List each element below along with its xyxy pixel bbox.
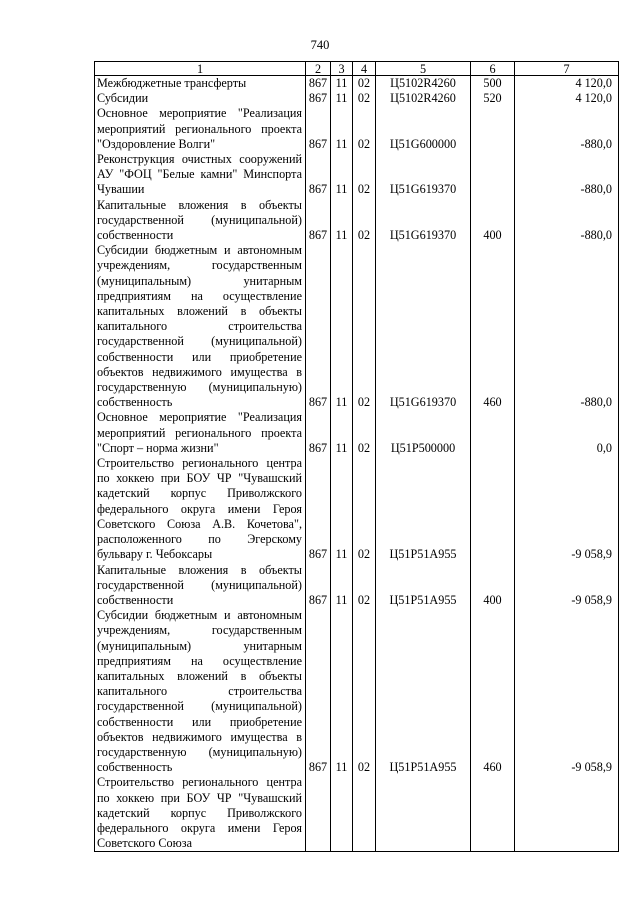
row-admin-code: 867 bbox=[306, 91, 331, 106]
row-description: Основное мероприятие "Реализация мероприятий регионального проекта "Спорт – норма жизни" bbox=[95, 410, 306, 456]
row-target-code: Ц51G619370 bbox=[376, 152, 471, 198]
column-header: 6 bbox=[471, 62, 515, 76]
row-amount: -880,0 bbox=[515, 243, 619, 410]
row-subsection-code: 02 bbox=[353, 76, 376, 92]
row-subsection-code: 02 bbox=[353, 456, 376, 562]
row-description: Межбюджетные трансферты bbox=[95, 76, 306, 92]
row-admin-code: 867 bbox=[306, 456, 331, 562]
row-admin-code bbox=[306, 775, 331, 852]
row-amount: 4 120,0 bbox=[515, 76, 619, 92]
row-target-code: Ц51P51A955 bbox=[376, 456, 471, 562]
column-header: 4 bbox=[353, 62, 376, 76]
row-target-code: Ц5102R4260 bbox=[376, 76, 471, 92]
row-target-code: Ц51P51A955 bbox=[376, 608, 471, 775]
table-row bbox=[95, 152, 619, 198]
table-row bbox=[95, 243, 619, 410]
row-expense-type: 460 bbox=[471, 243, 515, 410]
table-row bbox=[95, 563, 619, 609]
row-expense-type bbox=[471, 152, 515, 198]
row-subsection-code: 02 bbox=[353, 243, 376, 410]
table-row bbox=[95, 410, 619, 456]
row-subsection-code: 02 bbox=[353, 91, 376, 106]
table-row bbox=[95, 775, 619, 852]
row-admin-code: 867 bbox=[306, 243, 331, 410]
row-section-code: 11 bbox=[331, 608, 353, 775]
row-subsection-code: 02 bbox=[353, 410, 376, 456]
row-section-code: 11 bbox=[331, 410, 353, 456]
row-subsection-code: 02 bbox=[353, 152, 376, 198]
row-section-code: 11 bbox=[331, 563, 353, 609]
row-description: Капитальные вложения в объекты государственной (муниципальной) собственности bbox=[95, 563, 306, 609]
row-description: Капитальные вложения в объекты государственной (муниципальной) собственности bbox=[95, 198, 306, 244]
row-expense-type: 400 bbox=[471, 198, 515, 244]
row-subsection-code: 02 bbox=[353, 106, 376, 152]
row-target-code bbox=[376, 775, 471, 852]
row-admin-code: 867 bbox=[306, 152, 331, 198]
row-amount: -880,0 bbox=[515, 106, 619, 152]
row-expense-type: 460 bbox=[471, 608, 515, 775]
row-admin-code: 867 bbox=[306, 198, 331, 244]
column-header: 5 bbox=[376, 62, 471, 76]
row-expense-type: 400 bbox=[471, 563, 515, 609]
row-amount: 4 120,0 bbox=[515, 91, 619, 106]
row-section-code: 11 bbox=[331, 198, 353, 244]
row-expense-type bbox=[471, 106, 515, 152]
row-description: Основное мероприятие "Реализация мероприятий регионального проекта "Оздоровление Волги" bbox=[95, 106, 306, 152]
row-target-code: Ц51P51A955 bbox=[376, 563, 471, 609]
row-section-code: 11 bbox=[331, 243, 353, 410]
row-admin-code: 867 bbox=[306, 410, 331, 456]
row-admin-code: 867 bbox=[306, 608, 331, 775]
row-amount bbox=[515, 775, 619, 852]
row-description: Строительство регионального центра по хоккею при БОУ ЧР "Чувашский кадетский корпус Приволжского федерального округа имени Героя Советского Союза bbox=[95, 775, 306, 852]
row-description: Реконструкция очистных сооружений АУ "ФОЦ "Белые камни" Минспорта Чувашии bbox=[95, 152, 306, 198]
row-amount: -880,0 bbox=[515, 152, 619, 198]
page-number: 740 bbox=[310, 38, 330, 52]
row-subsection-code: 02 bbox=[353, 198, 376, 244]
row-admin-code: 867 bbox=[306, 76, 331, 92]
row-section-code: 11 bbox=[331, 106, 353, 152]
row-expense-type bbox=[471, 456, 515, 562]
row-subsection-code: 02 bbox=[353, 608, 376, 775]
table-row bbox=[95, 198, 619, 244]
table-row bbox=[95, 76, 619, 92]
row-amount: -9 058,9 bbox=[515, 563, 619, 609]
budget-table bbox=[94, 61, 619, 852]
row-subsection-code bbox=[353, 775, 376, 852]
row-section-code: 11 bbox=[331, 152, 353, 198]
table-row bbox=[95, 91, 619, 106]
row-description: Субсидии бюджетным и автономным учреждениям, государственным (муниципальным) унитарным предприятиям на осуществление капитальных вложений в объекты капитального строительства государственной (муниципальной) собственности или приобретение объектов недвижимого имущества в государственную (муниципальную) собственность bbox=[95, 243, 306, 410]
table-row bbox=[95, 608, 619, 775]
row-amount: 0,0 bbox=[515, 410, 619, 456]
row-amount: -880,0 bbox=[515, 198, 619, 244]
row-admin-code: 867 bbox=[306, 563, 331, 609]
row-description: Субсидии бюджетным и автономным учреждениям, государственным (муниципальным) унитарным предприятиям на осуществление капитальных вложений в объекты капитального строительства государственной (муниципальной) собственности или приобретение объектов недвижимого имущества в государственную (муниципальную) собственность bbox=[95, 608, 306, 775]
row-section-code bbox=[331, 775, 353, 852]
row-expense-type bbox=[471, 410, 515, 456]
row-description: Строительство регионального центра по хоккею при БОУ ЧР "Чувашский кадетский корпус Приволжского федерального округа имени Героя Советского Союза А.В. Кочетова", расположенного по Эгерскому бульвару г. Чебоксары bbox=[95, 456, 306, 562]
column-number-row bbox=[95, 62, 619, 76]
row-amount: -9 058,9 bbox=[515, 456, 619, 562]
row-expense-type: 520 bbox=[471, 91, 515, 106]
column-header: 3 bbox=[331, 62, 353, 76]
row-section-code: 11 bbox=[331, 456, 353, 562]
row-expense-type: 500 bbox=[471, 76, 515, 92]
row-description: Субсидии bbox=[95, 91, 306, 106]
column-header: 2 bbox=[306, 62, 331, 76]
table-row bbox=[95, 456, 619, 562]
row-expense-type bbox=[471, 775, 515, 852]
column-header: 1 bbox=[95, 62, 306, 76]
table-body bbox=[95, 76, 619, 852]
row-subsection-code: 02 bbox=[353, 563, 376, 609]
column-header: 7 bbox=[515, 62, 619, 76]
row-section-code: 11 bbox=[331, 91, 353, 106]
row-target-code: Ц51P500000 bbox=[376, 410, 471, 456]
row-section-code: 11 bbox=[331, 76, 353, 92]
table-row bbox=[95, 106, 619, 152]
row-admin-code: 867 bbox=[306, 106, 331, 152]
row-amount: -9 058,9 bbox=[515, 608, 619, 775]
row-target-code: Ц51G619370 bbox=[376, 198, 471, 244]
row-target-code: Ц5102R4260 bbox=[376, 91, 471, 106]
row-target-code: Ц51G619370 bbox=[376, 243, 471, 410]
row-target-code: Ц51G600000 bbox=[376, 106, 471, 152]
